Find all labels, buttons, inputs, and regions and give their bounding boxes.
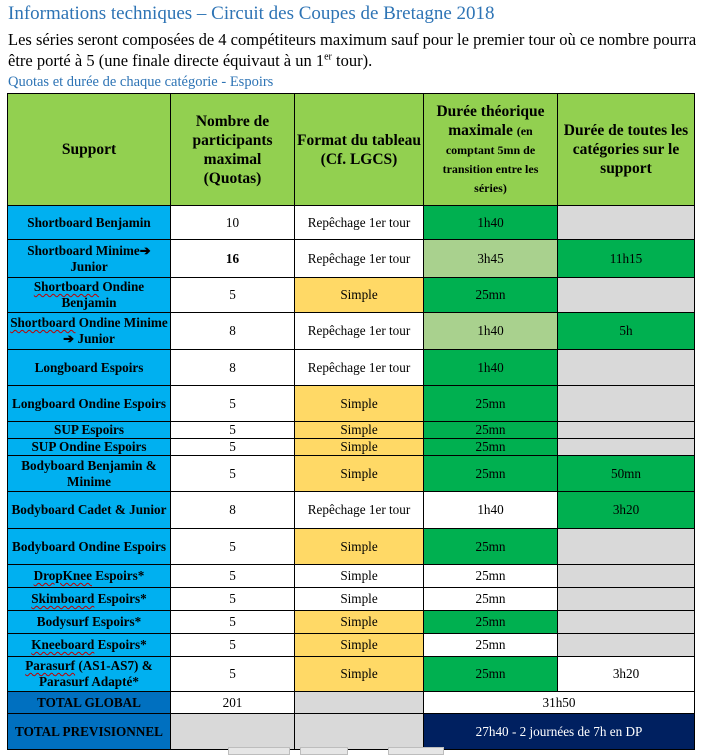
total-prev-value: 27h40 - 2 journées de 7h en DP [424,714,695,750]
table-row [8,313,695,350]
format-cell: Repêchage 1er tour [295,240,424,278]
total-cell: 3h20 [558,492,695,529]
table-row [8,206,695,240]
quota-cell: 5 [171,456,295,492]
total-prev-label: TOTAL PREVISIONNEL [8,714,171,750]
bottom-strip-2 [300,747,348,755]
table-row [8,529,695,565]
support-cell: Kneeboard Espoirs* [8,634,171,657]
quota-cell: 10 [171,206,295,240]
table-row [8,350,695,386]
quota-cell: 8 [171,313,295,350]
table-row [8,456,695,492]
duree-cell: 1h40 [424,350,558,386]
support-cell: Longboard Ondine Espoirs [8,386,171,422]
format-cell: Simple [295,634,424,657]
duree-cell: 25mn [424,657,558,692]
duree-cell: 3h45 [424,240,558,278]
table-row [8,439,695,456]
total-cell [558,634,695,657]
header-row [8,94,695,206]
total-global-empty [295,692,424,714]
support-cell: Shortboard Benjamin [8,206,171,240]
total-cell [558,565,695,588]
format-cell: Simple [295,657,424,692]
duree-cell: 25mn [424,565,558,588]
total-cell [558,439,695,456]
duree-cell: 25mn [424,456,558,492]
table-row [8,492,695,529]
table-row [8,386,695,422]
header-duree-main: Durée théorique maximale [436,103,545,139]
total-cell: 3h20 [558,657,695,692]
quota-cell: 5 [171,386,295,422]
quota-cell: 5 [171,439,295,456]
support-cell: Bodyboard Cadet & Junior [8,492,171,529]
format-cell: Simple [295,565,424,588]
support-name-underlined: Kneeboard [31,637,95,652]
quota-cell: 5 [171,657,295,692]
support-cell: Bodyboard Ondine Espoirs [8,529,171,565]
support-cell: Shortboard Ondine Benjamin [8,278,171,313]
support-name-underlined: Skimboard [31,591,95,606]
table-row [8,240,695,278]
duree-cell: 25mn [424,634,558,657]
support-name-underlined: Shortboard [10,315,76,330]
quota-cell: 8 [171,350,295,386]
intro-end: tour). [331,51,373,70]
duree-cell: 1h40 [424,492,558,529]
format-cell: Repêchage 1er tour [295,206,424,240]
table-row [8,588,695,611]
format-cell: Simple [295,386,424,422]
total-cell: 5h [558,313,695,350]
table-subtitle: Quotas et durée de chaque catégorie - Espoirs [8,74,274,90]
duree-cell: 25mn [424,588,558,611]
format-cell: Repêchage 1er tour [295,492,424,529]
intro-paragraph [8,29,698,71]
quota-cell: 5 [171,611,295,634]
format-cell: Simple [295,278,424,313]
support-name-underlined: Parasurf [25,658,76,673]
format-cell: Repêchage 1er tour [295,350,424,386]
format-cell: Simple [295,456,424,492]
table-row [8,565,695,588]
total-cell [558,386,695,422]
support-cell: DropKnee Espoirs* [8,565,171,588]
quota-cell: 5 [171,422,295,439]
total-cell [558,206,695,240]
duree-cell: 25mn [424,439,558,456]
support-cell: Shortboard Minime➔ Junior [8,240,171,278]
quota-table [7,93,695,750]
duree-cell: 1h40 [424,313,558,350]
intro-main: Les séries seront composées de 4 compétiteurs maximum sauf pour le premier tour où ce nombre pourra être porté à 5 (une finale directe équivaut à un 1 [8,30,697,70]
total-cell [558,588,695,611]
table-row [8,278,695,313]
support-name-underlined: Shortboard [33,279,100,294]
support-cell: SUP Ondine Espoirs [8,439,171,456]
quota-cell: 5 [171,278,295,313]
total-cell: 50mn [558,456,695,492]
total-global-label: TOTAL GLOBAL [8,692,171,714]
support-cell: Bodysurf Espoirs* [8,611,171,634]
quota-cell: 16 [171,240,295,278]
format-cell: Simple [295,422,424,439]
duree-cell: 25mn [424,611,558,634]
header-total-support: Durée de toutes les catégories sur le support [558,94,695,206]
quota-cell: 5 [171,634,295,657]
total-prev-row [8,714,695,750]
total-global-duree: 31h50 [424,692,695,714]
header-duree-note: (en comptant 5mn de transition entre les séries) [442,124,539,195]
duree-cell: 25mn [424,422,558,439]
quota-cell: 5 [171,529,295,565]
table-row [8,422,695,439]
table-row [8,634,695,657]
total-cell [558,611,695,634]
table-body [8,206,695,692]
header-format: Format du tableau (Cf. LGCS) [295,94,424,206]
support-cell: Parasurf (AS1-AS7) & Parasurf Adapté* [8,657,171,692]
duree-cell: 25mn [424,386,558,422]
support-cell: Skimboard Espoirs* [8,588,171,611]
support-cell: Shortboard Ondine Minime ➔ Junior [8,313,171,350]
format-cell: Simple [295,529,424,565]
support-cell: SUP Espoirs [8,422,171,439]
quota-cell: 5 [171,565,295,588]
quota-cell: 5 [171,588,295,611]
support-cell: Longboard Espoirs [8,350,171,386]
header-support: Support [8,94,171,206]
format-cell: Simple [295,588,424,611]
total-cell [558,529,695,565]
quota-cell: 8 [171,492,295,529]
total-prev-empty-2 [295,714,424,750]
support-name-underlined: DropKnee [33,568,92,583]
table-row [8,611,695,634]
duree-cell: 25mn [424,529,558,565]
total-cell: 11h15 [558,240,695,278]
total-cell [558,278,695,313]
intro-superscript: er [324,51,332,63]
table-row [8,657,695,692]
format-cell: Simple [295,439,424,456]
bottom-strip-1 [228,747,290,755]
page-title: Informations techniques – Circuit des Coupes de Bretagne 2018 [8,3,495,24]
header-duree [424,94,558,206]
support-cell: Bodyboard Benjamin & Minime [8,456,171,492]
duree-cell: 25mn [424,278,558,313]
duree-cell: 1h40 [424,206,558,240]
bottom-strip-3 [388,747,444,755]
header-quota: Nombre de participants maximal (Quotas) [171,94,295,206]
total-global-row [8,692,695,714]
format-cell: Repêchage 1er tour [295,313,424,350]
format-cell: Simple [295,611,424,634]
total-cell [558,422,695,439]
total-prev-empty-1 [171,714,295,750]
total-cell [558,350,695,386]
total-global-quota: 201 [171,692,295,714]
